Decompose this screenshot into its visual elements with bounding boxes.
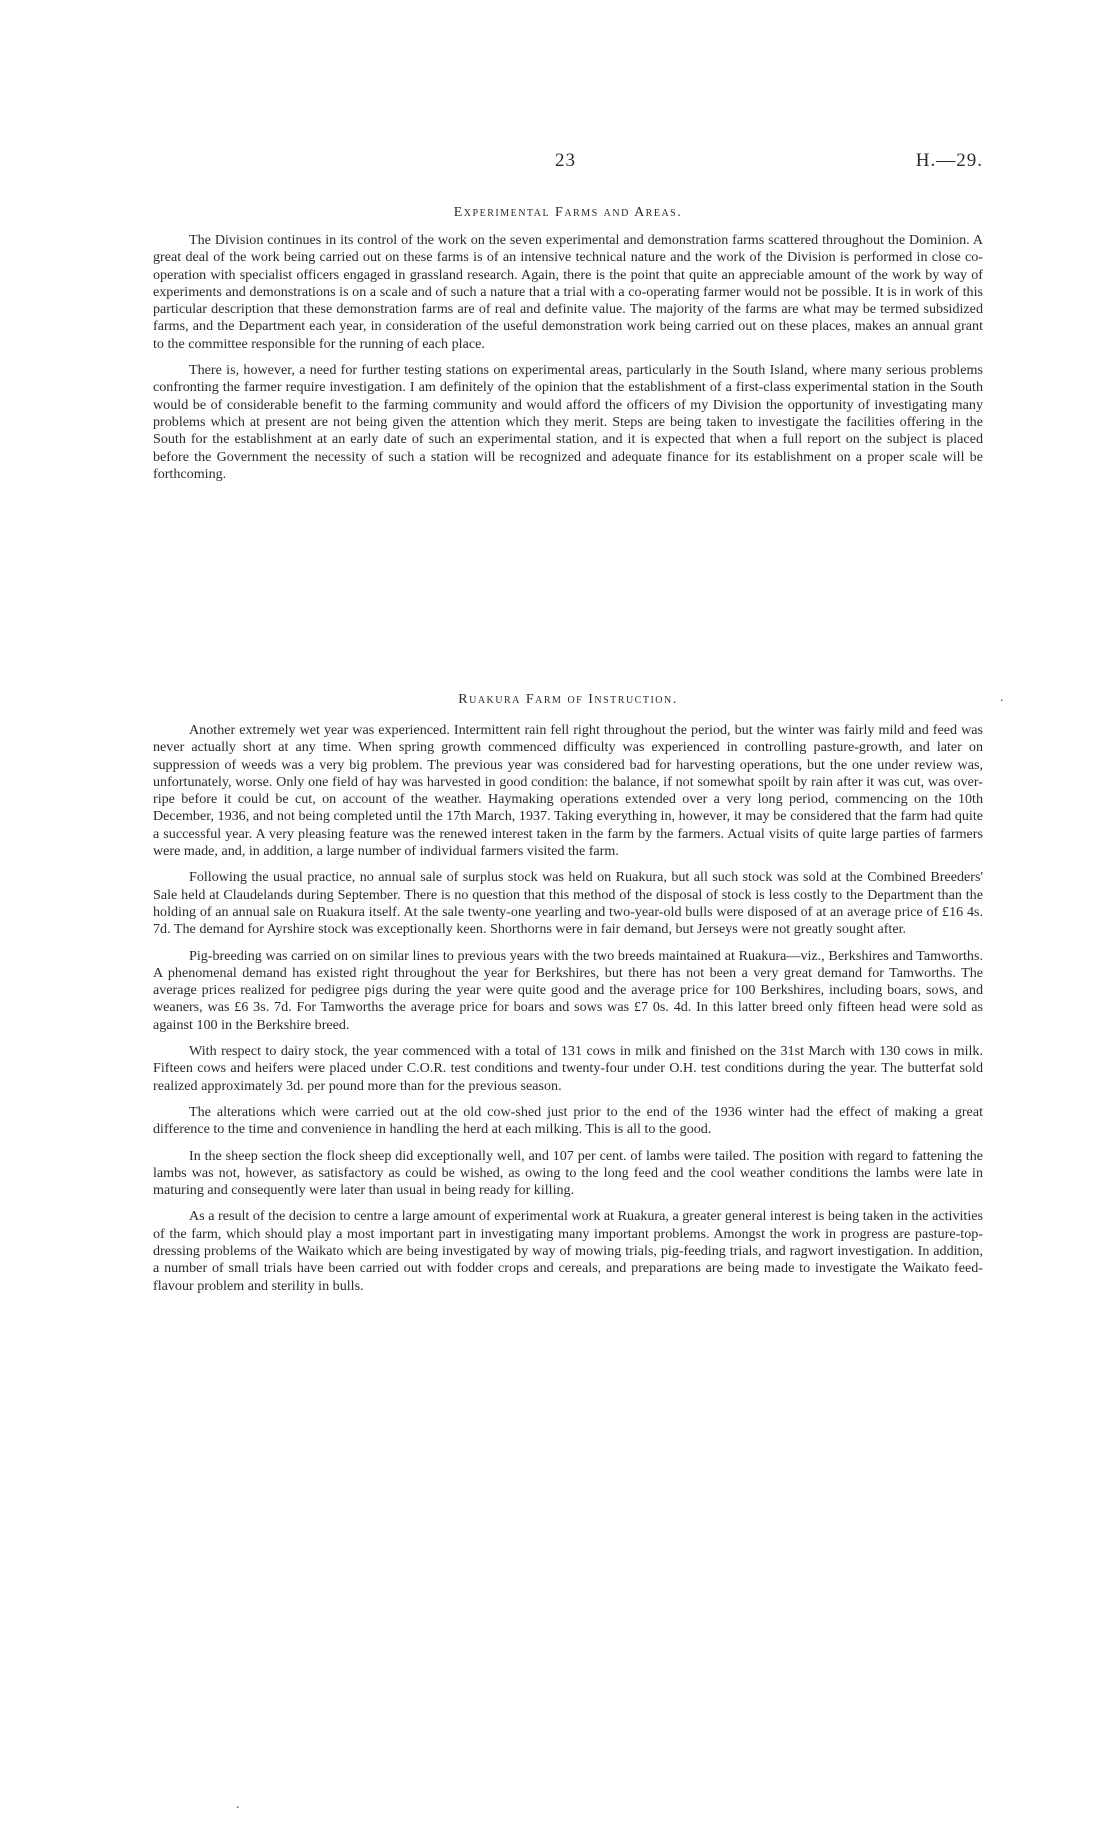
paragraph: The Division continues in its control of the work on the seven experimental and demonstration farms scattered throughout the Dominion. A great deal of the work being carried out on these farms is of an intensive technical nature and the work of the Division is performed in close co-operation with specialist officers engaged in grassland research. Again, there is the point that quite an appreciable amount of the work by way of experiments and demonstrations is on a scale and of such a nature that a trial with a co-operating farmer would not be possible. It is in work of this particular description that these demonstration farms are of real and definite value. The majority of the farms are what may be termed subsidized farms, and the Department each year, in consideration of the useful demonstration work being carried out on these places, makes an annual grant to the committee responsible for the running of each place. — [153, 232, 983, 352]
paragraph: In the sheep section the flock sheep did exceptionally well, and 107 per cent. of lambs were tailed. The position with regard to fattening the lambs was not, however, as satisfactory as could be wished, as owing to the long feed and the cool weather conditions the lambs were late in maturing and consequently were later than usual in being ready for killing. — [153, 1147, 983, 1199]
stray-mark: . — [236, 1797, 240, 1812]
page-number: 23 — [555, 150, 576, 171]
paragraph: There is, however, a need for further testing stations on experimental areas, particularly in the South Island, where many serious problems confronting the farmer require investigation. I am definitely of the opinion that the establishment of a first-class experimental station in the South would be of considerable benefit to the farming community and would afford the officers of my Division the opportunity of investigating many problems which at present are not being given the attention which they merit. Steps are being taken to investigate the facilities offering in the South for the establishment at an early date of such an experimental station, and it is expected that when a full report on the subject is placed before the Government the necessity of such a station will be recognized and adequate finance for its establishment on a proper scale will be forthcoming. — [153, 362, 983, 482]
section-body-ruakura-farm — [153, 722, 983, 1304]
section-title-ruakura-farm: Ruakura Farm of Instruction. — [458, 692, 678, 707]
paragraph: Following the usual practice, no annual sale of surplus stock was held on Ruakura, but all such stock was sold at the Combined Breeders' Sale held at Claudelands during September. There is no question that this method of the disposal of stock is less costly to the Department than the holding of an annual sale on Ruakura itself. At the sale twenty-one yearling and two-year-old bulls were disposed of at an average price of £16 4s. 7d. The demand for Ayrshire stock was exceptionally keen. Shorthorns were in fair demand, but Jerseys were not greatly sought after. — [153, 869, 983, 938]
stray-mark: . — [1000, 690, 1004, 705]
paragraph: Another extremely wet year was experienced. Intermittent rain fell right throughout the period, but the winter was fairly mild and feed was never actually short at any time. When spring growth commenced difficulty was experienced in controlling pasture-growth, and later on suppression of weeds was a very big problem. The previous year was considered bad for harvesting operations, but the one under review was, unfortunately, worse. Only one field of hay was harvested in good condition: the balance, if not somewhat spoilt by rain after it was cut, was over-ripe before it could be cut, on account of the weather. Haymaking operations extended over a very long period, commencing on the 10th December, 1936, and not being completed until the 17th March, 1937. Taking everything in, however, it may be considered that the farm had quite a successful year. A very pleasing feature was the renewed interest taken in the farm by the farmers. Actual visits of quite large parties of farmers were made, and, in addition, a large number of individual farmers visited the farm. — [153, 722, 983, 860]
paragraph: As a result of the decision to centre a large amount of experimental work at Ruakura, a greater general interest is being taken in the activities of the farm, which should play a most important part in investigating many important problems. Amongst the work in progress are pasture-top-dressing problems of the Waikato which are being investigated by way of mowing trials, pig-feeding trials, and ragwort investigation. In addition, a number of small trials have been carried out with fodder crops and cereals, and preparations are being made to investigate the Waikato feed-flavour problem and sterility in bulls. — [153, 1208, 983, 1294]
paragraph: With respect to dairy stock, the year commenced with a total of 131 cows in milk and finished on the 31st March with 130 cows in milk. Fifteen cows and heifers were placed under C.O.R. test conditions and twenty-four under O.H. test conditions during the year. The butterfat sold realized approximately 3d. per pound more than for the previous season. — [153, 1043, 983, 1094]
section-body-experimental-farms — [153, 232, 983, 492]
section-title-experimental-farms: Experimental Farms and Areas. — [453, 205, 683, 220]
document-reference: H.—29. — [915, 150, 983, 171]
paragraph: The alterations which were carried out at the old cow-shed just prior to the end of the 1936 winter had the effect of making a great difference to the time and convenience in handling the herd at each milking. This is all to the good. — [153, 1103, 983, 1138]
paragraph: Pig-breeding was carried on on similar lines to previous years with the two breeds maintained at Ruakura—viz., Berkshires and Tamworths. A phenomenal demand has existed right throughout the year for Berkshires, but there has not been a very great demand for Tamworths. The average prices realized for pedigree pigs during the year were quite good and the average price for 100 Berkshires, including boars, sows, and weaners, was £6 3s. 7d. For Tamworths the average price for boars and sows was £7 0s. 4d. In this latter breed only fifteen head were sold as against 100 in the Berkshire breed. — [153, 947, 983, 1033]
page-header — [153, 150, 983, 180]
